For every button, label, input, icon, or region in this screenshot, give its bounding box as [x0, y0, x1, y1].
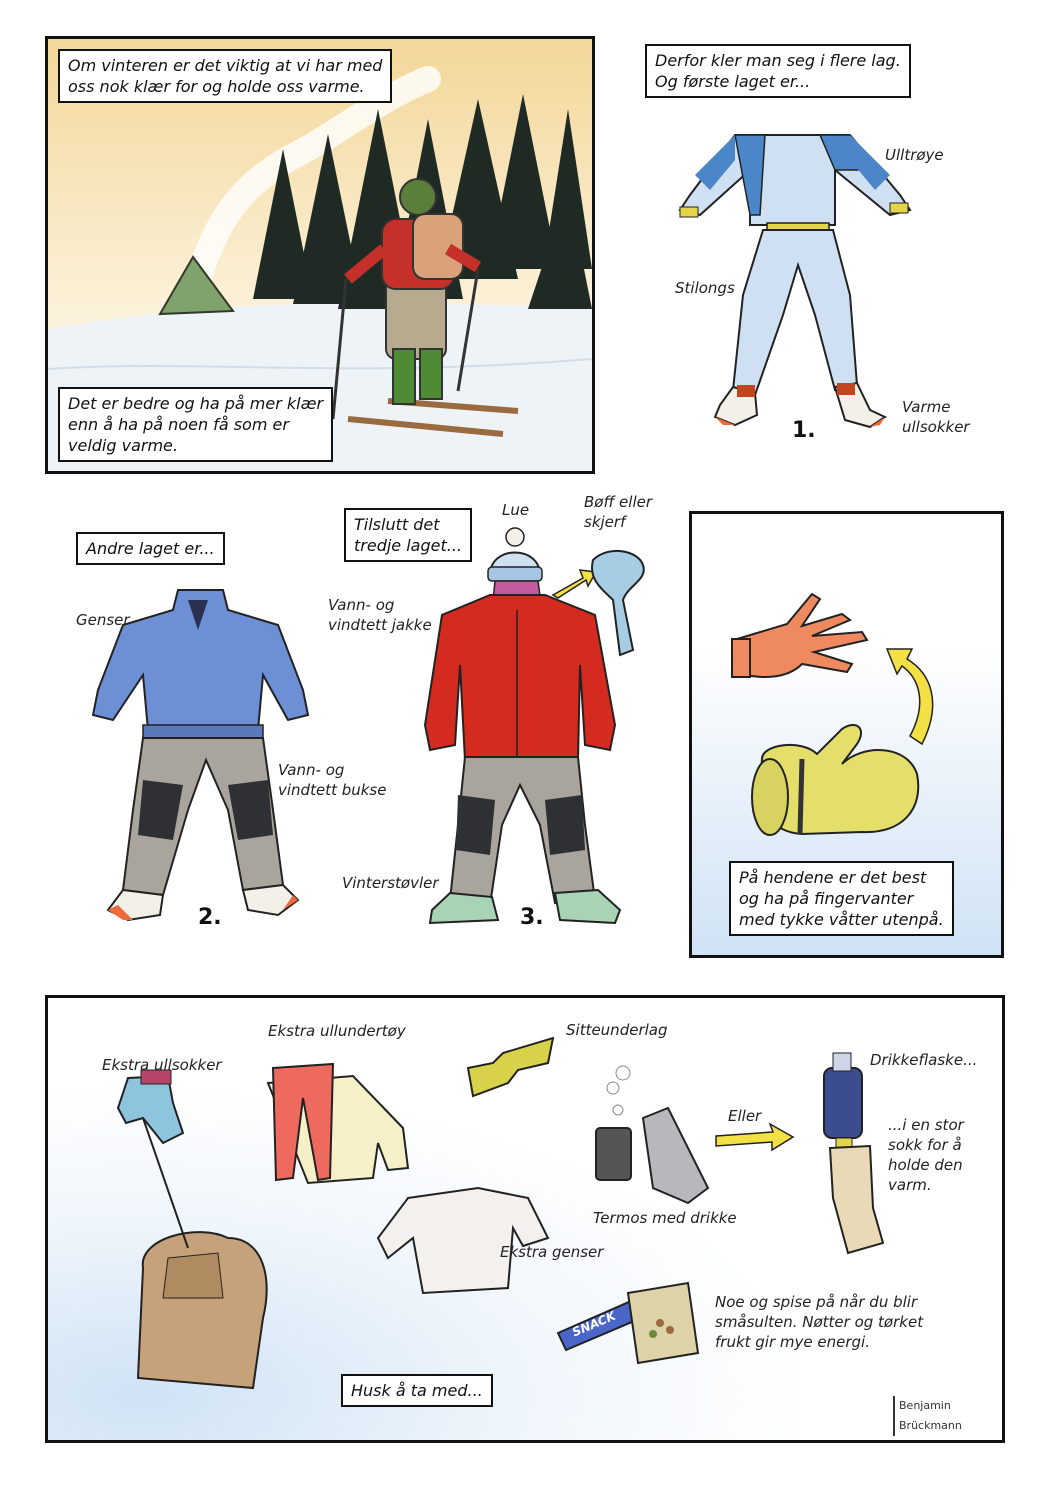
thermos-icon	[596, 1066, 708, 1203]
caption-second-layer: Andre laget er...	[76, 532, 225, 565]
label-sweater: Genser	[76, 611, 130, 629]
label-buff-or-scarf: Bøff eller skjerf	[584, 493, 653, 531]
caption-intro: Om vinteren er det viktig at vi har med oss nok klær for og holde oss varme.	[58, 49, 392, 103]
panel-gloves	[689, 511, 1004, 958]
label-winter-boots: Vinterstøvler	[342, 874, 439, 892]
label-extra-underwear: Ekstra ullundertøy	[268, 1022, 406, 1040]
finger-glove-icon	[737, 594, 867, 677]
curved-arrow-icon	[887, 649, 933, 744]
scarf-illustration	[548, 540, 658, 660]
label-long-johns: Stilongs	[675, 279, 735, 297]
label-food-note: Noe og spise på når du blir småsulten. Nøtter og tørket frukt gir mye energi.	[715, 1293, 924, 1351]
label-extra-socks: Ekstra ullsokker	[102, 1056, 222, 1074]
label-seat-pad: Sitteunderlag	[566, 1021, 668, 1039]
water-bottle-icon	[824, 1053, 883, 1253]
caption-first-layer: Derfor kler man seg i flere lag. Og første laget er...	[645, 44, 911, 98]
layer-number-2: 2.	[198, 905, 222, 930]
panel-winter-scene	[45, 36, 595, 474]
label-wool-shirt: Ulltrøye	[885, 146, 944, 164]
arrow-icon	[553, 570, 596, 598]
wool-socks-icon	[118, 1076, 183, 1143]
mid-layer-illustration	[88, 580, 323, 925]
artist-signature: Benjamin Brückmann	[893, 1396, 1002, 1436]
label-or: Eller	[728, 1107, 762, 1125]
panel-packing-list	[45, 995, 1005, 1443]
label-wool-socks: Varme ullsokker	[902, 398, 970, 436]
caption-gloves-advice: På hendene er det best og ha på fingervanter med tykke våtter utenpå.	[729, 861, 954, 936]
seat-pad-icon	[468, 1038, 553, 1096]
label-hat: Lue	[502, 501, 530, 519]
label-windproof-jacket: Vann- og vindtett jakke	[328, 596, 432, 634]
caption-remember-to-bring: Husk å ta med...	[341, 1374, 493, 1407]
caption-third-layer: Tilslutt det tredje laget...	[344, 508, 472, 562]
label-snack: SNACK	[570, 1308, 618, 1340]
label-thermos: Termos med drikke	[593, 1209, 737, 1227]
spare-sweater-icon	[378, 1188, 548, 1293]
label-water-bottle: Drikkeflaske...	[870, 1051, 978, 1069]
layer-number-1: 1.	[792, 418, 816, 443]
or-arrow-icon	[716, 1124, 793, 1150]
caption-layering-advice: Det er bedre og ha på mer klær enn å ha på noen få som er veldig varme.	[58, 387, 333, 462]
label-windproof-pants: Vann- og vindtett bukse	[278, 761, 387, 799]
label-extra-sweater: Ekstra genser	[500, 1243, 604, 1261]
layer-number-3: 3.	[520, 905, 544, 930]
label-sock-note: ...i en stor sokk for å holde den varm.	[888, 1116, 964, 1194]
backpack-icon	[138, 1118, 267, 1388]
